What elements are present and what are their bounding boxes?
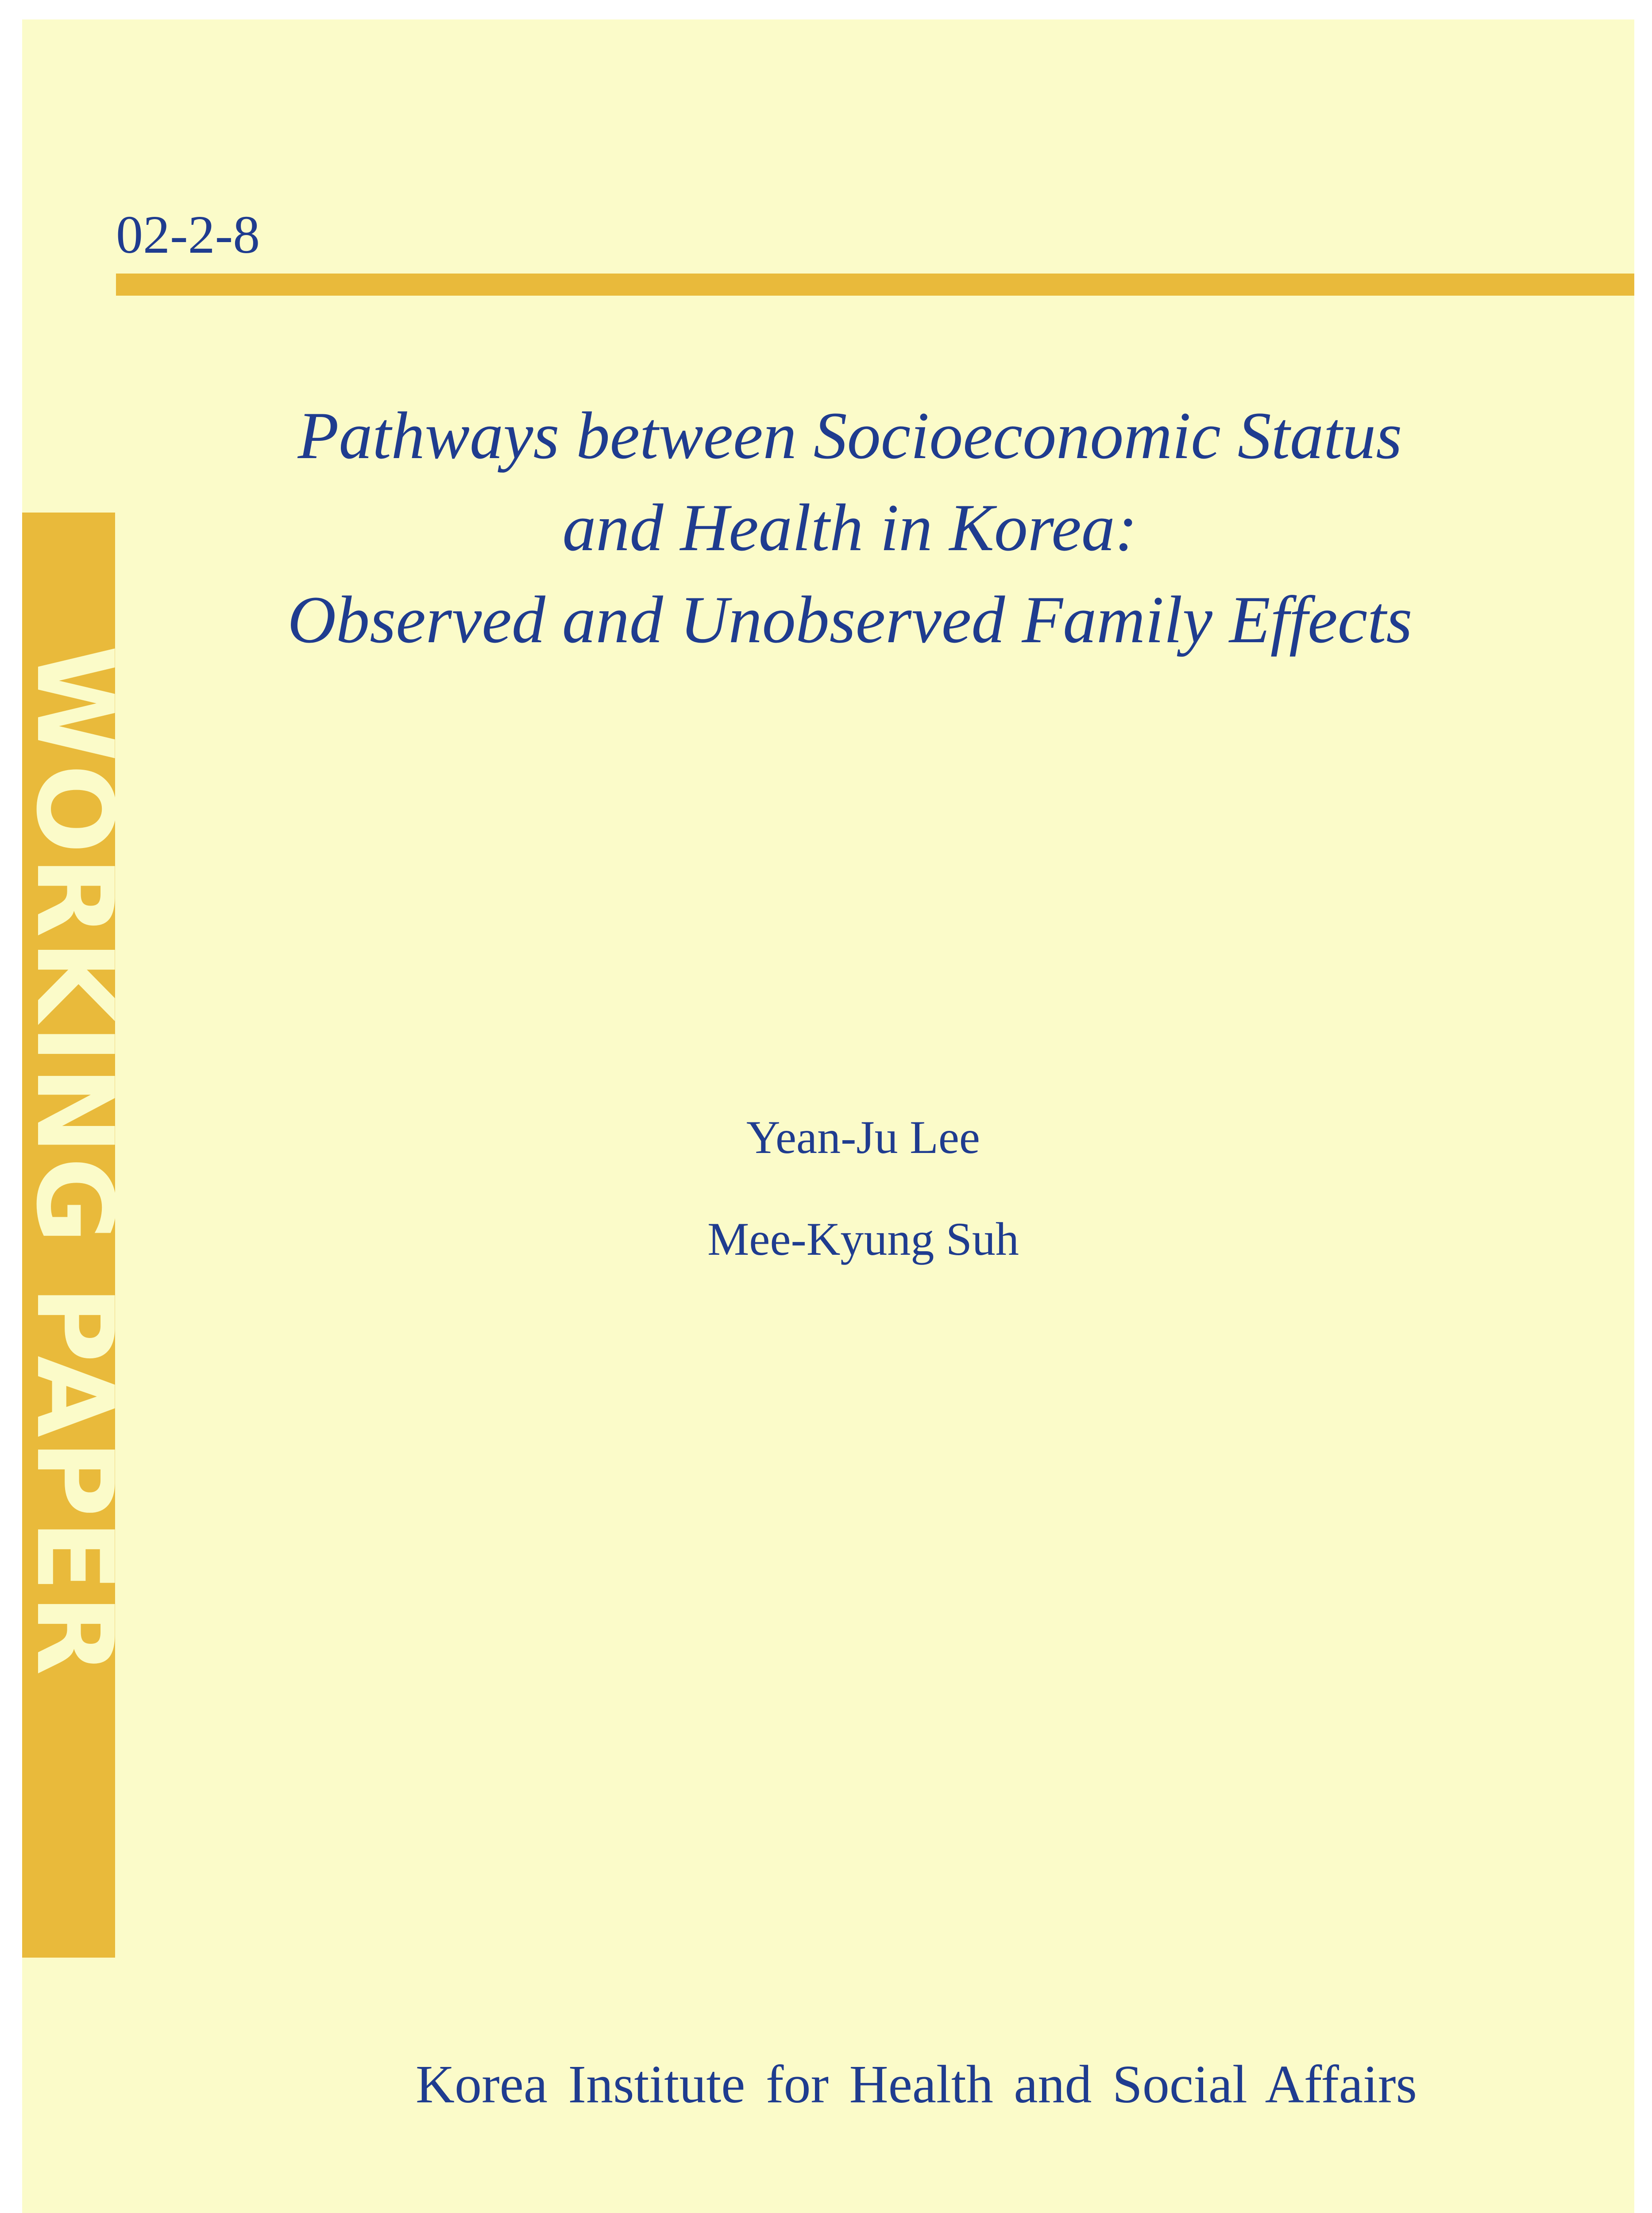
- title-line: Observed and Unobserved Family Effects: [287, 582, 1413, 657]
- author-name: Mee-Kyung Suh: [707, 1213, 1019, 1265]
- publisher-name: Korea Institute for Health and Social Affairs: [416, 2055, 1417, 2114]
- author-name: Yean-Ju Lee: [746, 1111, 980, 1163]
- title-line: Pathways between Socioeconomic Status: [297, 398, 1402, 473]
- top-accent-bar: [116, 274, 1634, 296]
- document-title: [186, 389, 1514, 666]
- series-number: 02-2-8: [116, 205, 260, 265]
- title-line: and Health in Korea:: [562, 490, 1138, 565]
- author-list: [620, 1102, 1107, 1306]
- side-label: WORKING PAPER: [13, 645, 135, 1678]
- side-accent-band: [13, 513, 135, 1958]
